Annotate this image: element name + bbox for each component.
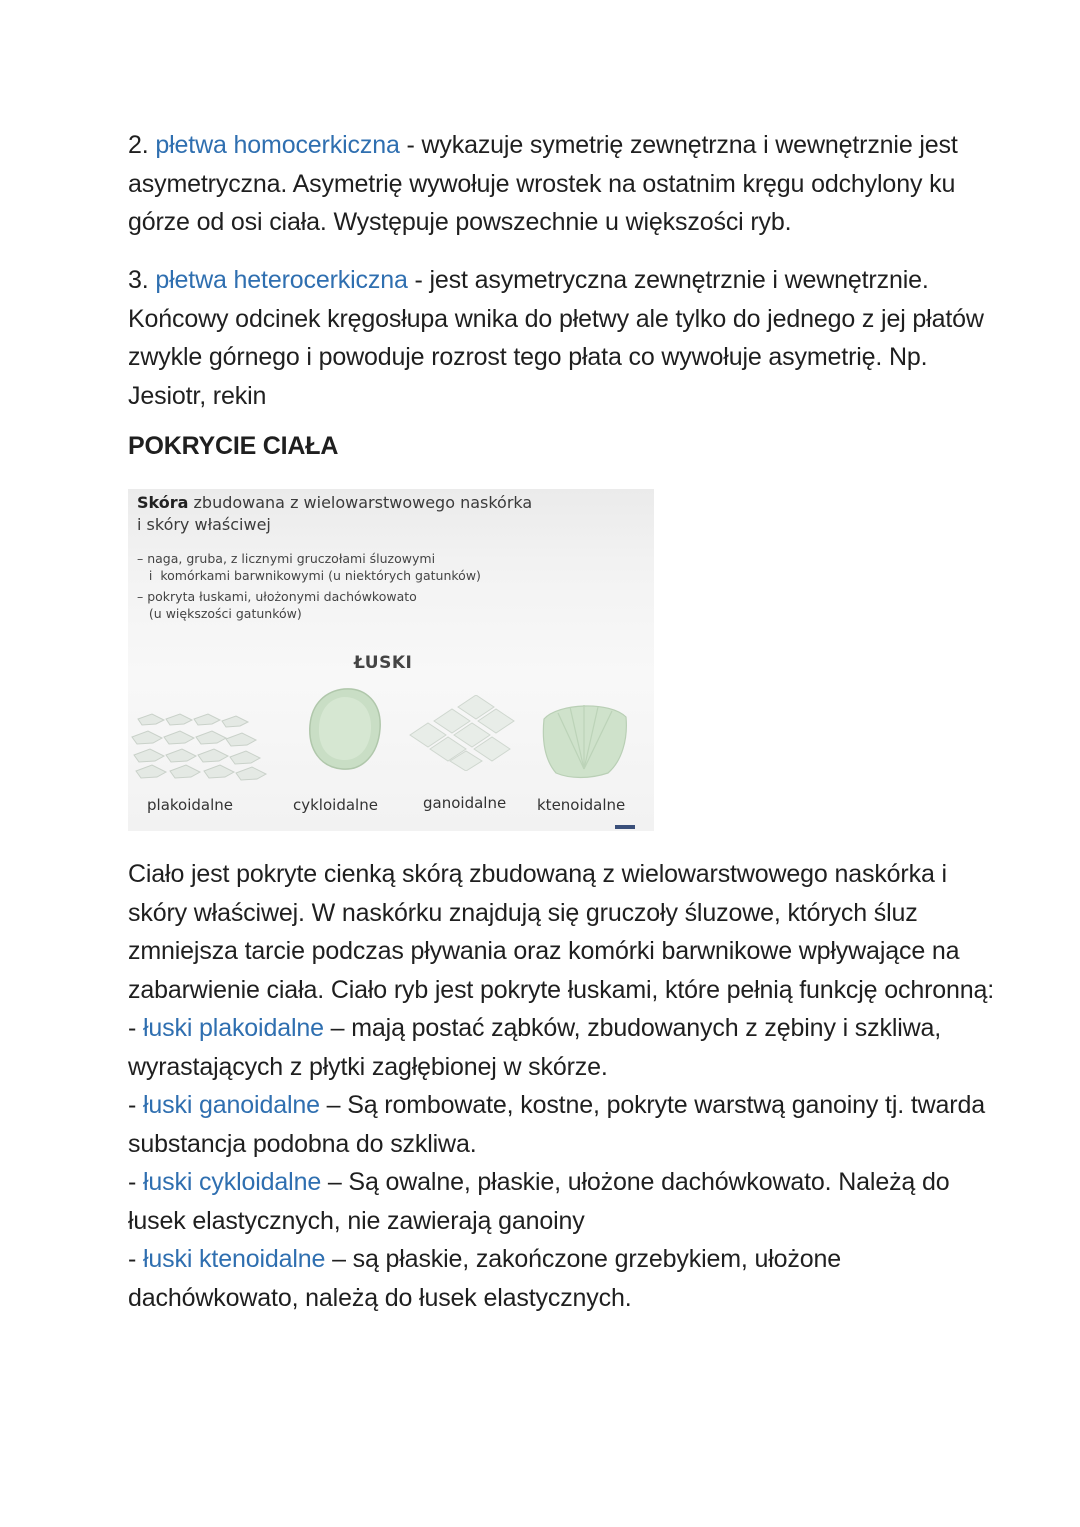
scale-name: plakoidalne	[147, 796, 233, 814]
figure-corner-bar	[615, 825, 635, 829]
term-cycloid: łuski cykloidalne	[142, 1168, 322, 1196]
figure-bullet: i komórkami barwnikowymi (u niektórych gatunków)	[137, 567, 481, 583]
list-item-text: – są płaskie, zakończone grzebykiem, ułożone dachówkowato, należą do łusek elastycznych.	[128, 1245, 842, 1312]
list-dash: -	[128, 1168, 143, 1196]
figure-title-rest: zbudowana z wielowarstwowego naskórka	[188, 493, 533, 512]
figure-bullet: (u większości gatunków)	[137, 605, 302, 621]
scale-name: ganoidalne	[423, 794, 507, 812]
term-ctenoid: łuski ktenoidalne	[142, 1245, 326, 1273]
ganoid-scale-image	[400, 695, 515, 771]
paragraph-intro: Ciało jest pokryte cienką skórą zbudowaną z wielowarstwowego naskórka i skóry właściwej. W naskórku znajdują się gruczoły śluzowe, których śluz zmniejsza tarcie podczas pływania oraz komórki barwnikowe wpływające na zabarwienie ciała. Ciało ryb jest pokryte łuskami, które pełnią funkcję ochronną:	[128, 860, 995, 1004]
cycloid-scale-image	[304, 685, 384, 775]
list-item-text: – mają postać ząbków, zbudowanych z zębiny i szkliwa, wyrastających z płytki zagłębionej w skórze.	[128, 1014, 942, 1081]
paragraph-heterocercal	[128, 261, 988, 415]
term-homocercal: płetwa homocerkiczna	[155, 131, 400, 159]
paragraph-text: - jest asymetryczna zewnętrznie i wewnętrznie. Końcowy odcinek kręgosłupa wnika do płetwy ale tylko do jednego z jej płatów zwykle górnego i powoduje rozrost tego płata co wywołuje asymetrię. Np. Jesiotr, rekin	[128, 266, 984, 410]
figure-title-bold: Skóra	[137, 493, 189, 512]
list-number: 2.	[128, 131, 156, 159]
figure-bullets	[137, 551, 481, 622]
term-placoid: łuski plakoidalne	[142, 1014, 324, 1042]
skin-figure	[128, 489, 654, 831]
list-item	[128, 1009, 1008, 1086]
list-number: 3.	[128, 266, 156, 294]
figure-bullet: – naga, gruba, z licznymi gruczołami śluzowymi	[137, 551, 436, 566]
list-item	[128, 1163, 1008, 1240]
list-item-text: – Są rombowate, kostne, pokryte warstwą ganoiny tj. twarda substancja podobna do szkliwa.	[128, 1091, 985, 1158]
figure-title-line2: i skóry właściwej	[137, 515, 271, 534]
scale-name: cykloidalne	[293, 796, 378, 814]
placoid-scale-image	[130, 711, 270, 783]
scales-label: ŁUSKI	[354, 653, 413, 673]
list-item-text: – Są owalne, płaskie, ułożone dachówkowato. Należą do łusek elastycznych, nie zawierają ganoiny	[128, 1168, 950, 1235]
paragraph-text: - wykazuje symetrię zewnętrzna i wewnętrznie jest asymetryczna. Asymetrię wywołuje wrostek na ostatnim kręgu odchylony ku górze od osi ciała. Występuje powszechnie u większości ryb.	[128, 131, 958, 236]
figure-bullet: – pokryta łuskami, ułożonymi dachówkowato	[137, 589, 417, 604]
list-dash: -	[128, 1014, 143, 1042]
list-item	[128, 1086, 1008, 1163]
term-ganoid: łuski ganoidalne	[142, 1091, 320, 1119]
figure-title	[137, 492, 532, 536]
scale-name: ktenoidalne	[537, 796, 626, 814]
paragraph-homocercal	[128, 126, 988, 242]
term-heterocercal: płetwa heterocerkiczna	[155, 266, 408, 294]
list-dash: -	[128, 1091, 143, 1119]
list-item	[128, 1240, 1008, 1317]
ctenoid-scale-image	[538, 699, 630, 779]
list-dash: -	[128, 1245, 143, 1273]
section-heading: POKRYCIE CIAŁA	[128, 432, 339, 460]
paragraph-body-covering	[128, 855, 1008, 1317]
